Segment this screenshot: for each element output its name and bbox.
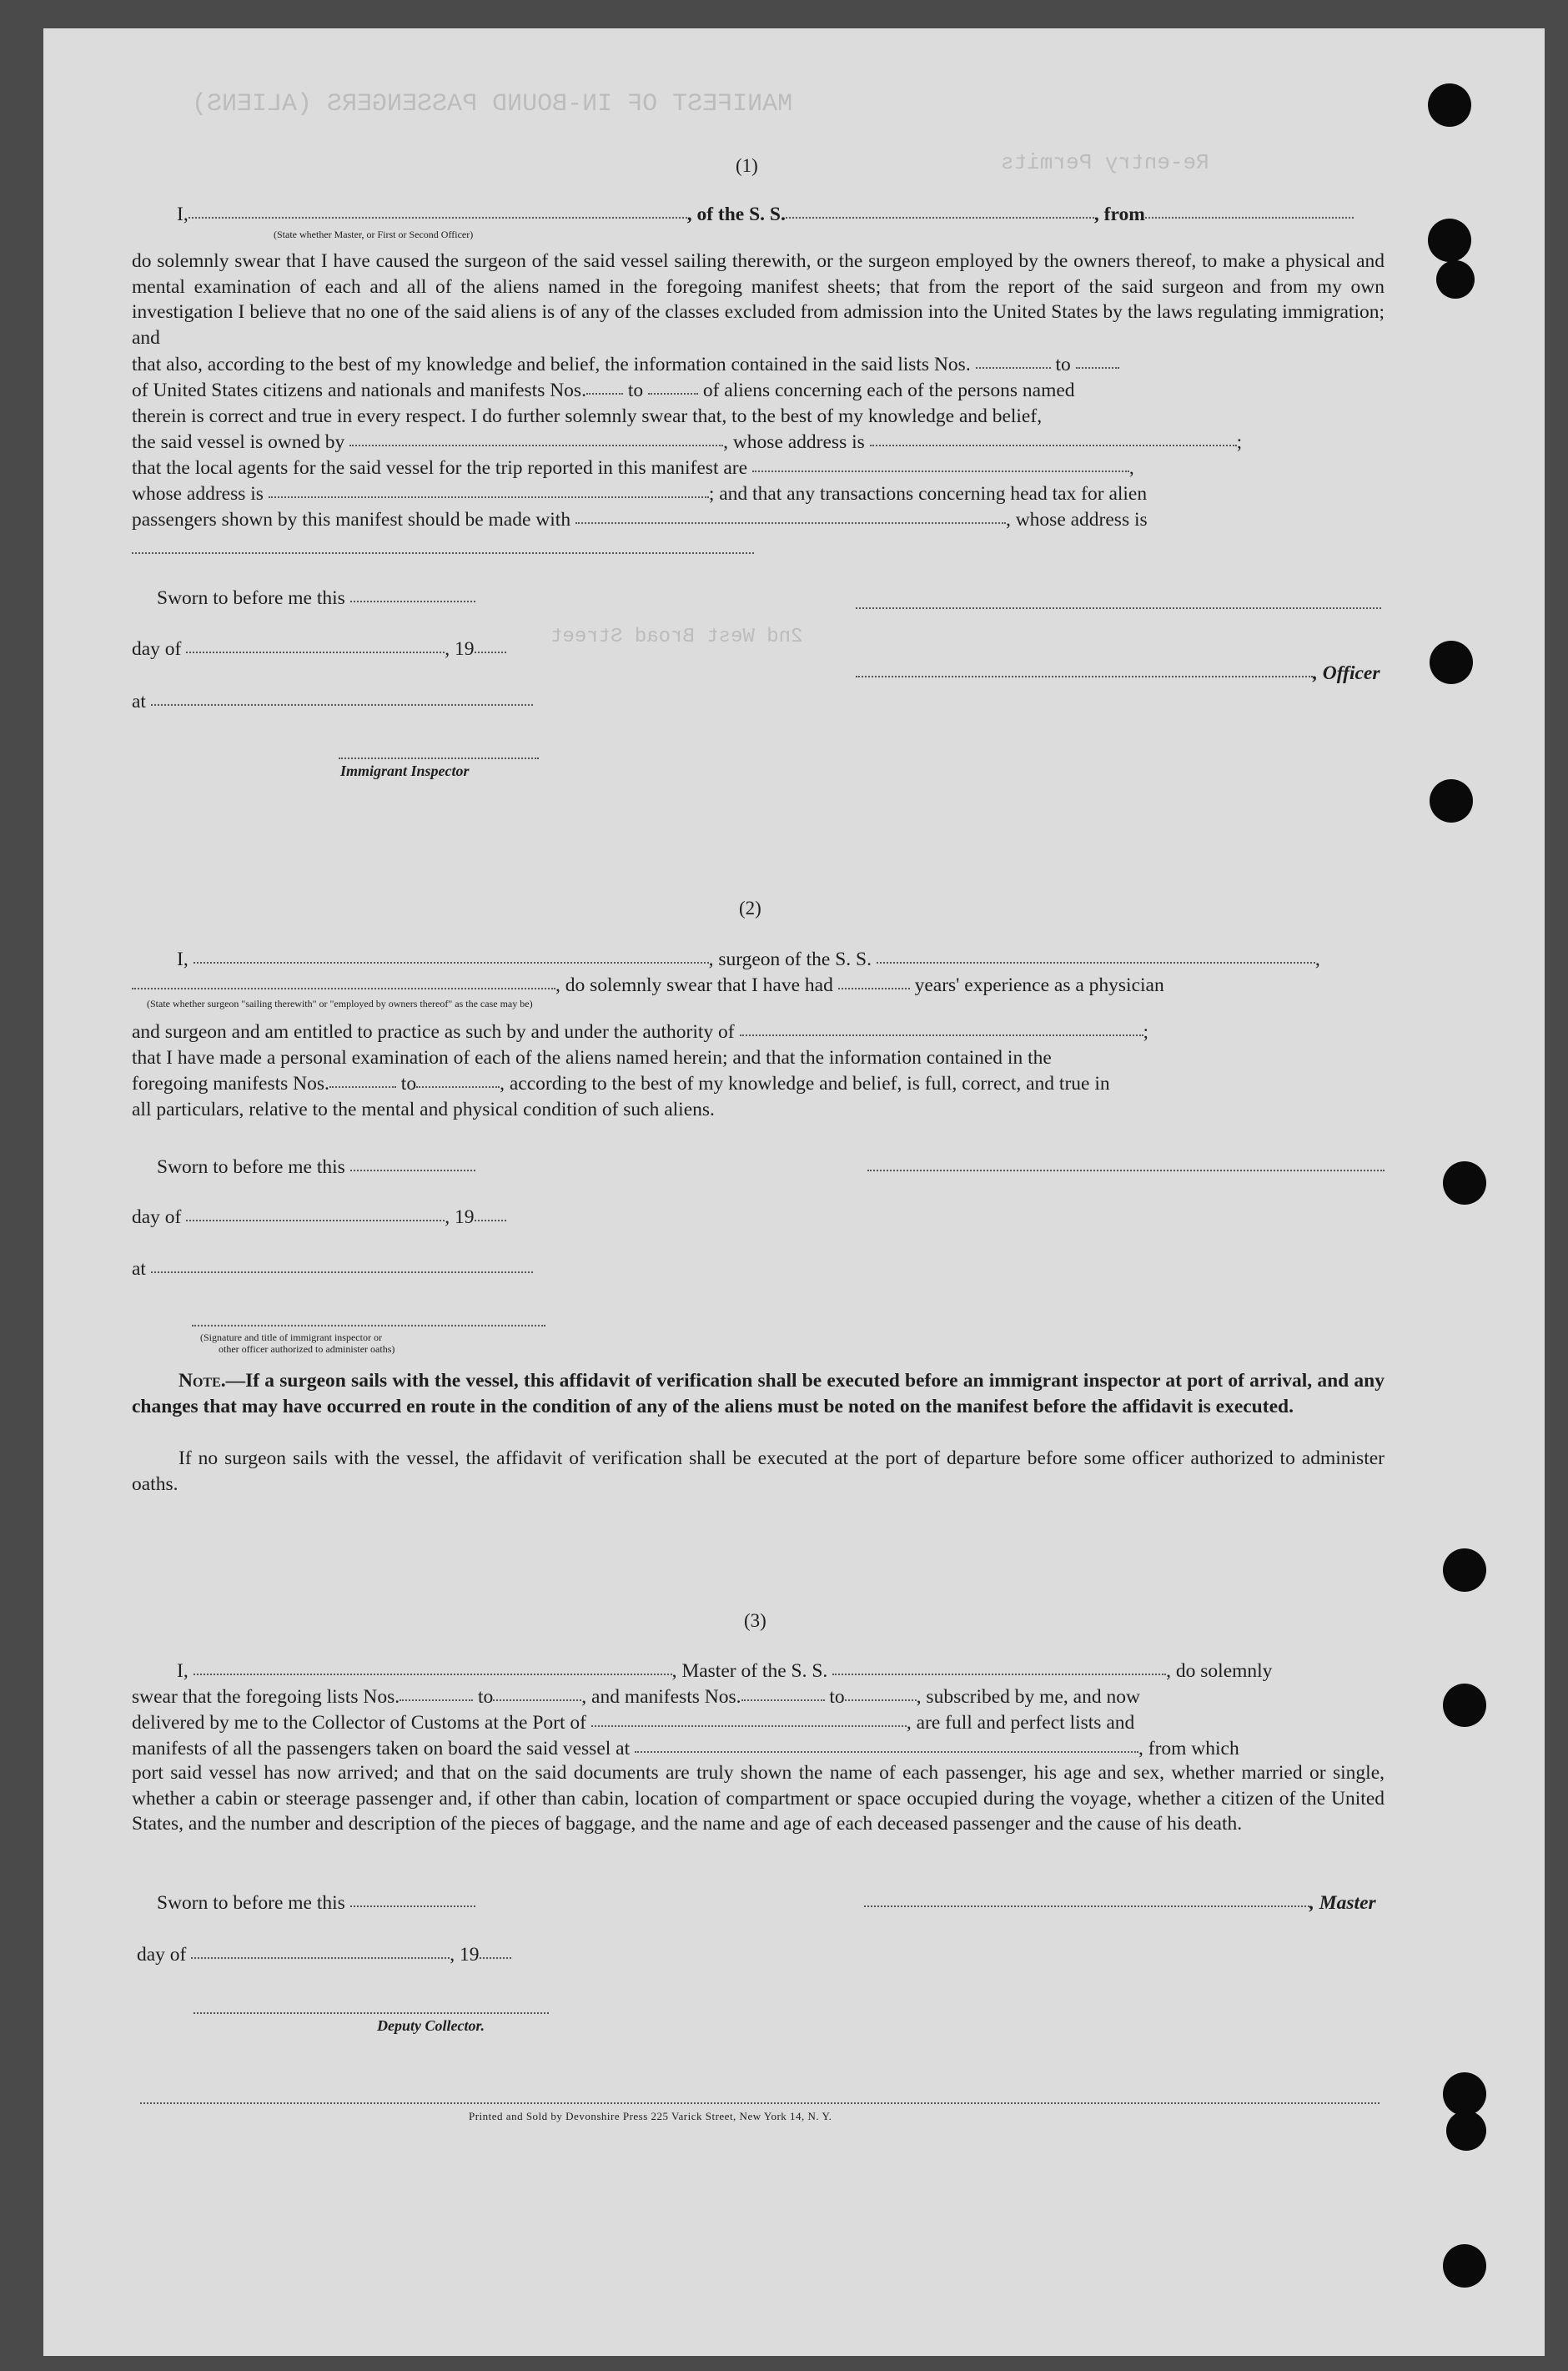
surgeon-status-field[interactable]	[132, 987, 555, 989]
section-1-line-manifests: of United States citizens and nationals and manifests Nos. to of aliens concerning each of the persons named	[132, 380, 1075, 401]
agents-address-field[interactable]	[269, 496, 709, 498]
years-experience-field[interactable]	[838, 987, 910, 989]
manifests-from-field[interactable]	[586, 392, 623, 395]
s2-manifests-to-field[interactable]	[416, 1085, 500, 1088]
bleed-through-text: 2nd West Broad Street	[550, 626, 803, 648]
day-of-line-1: day of , 19	[132, 638, 506, 661]
head-tax-address-field[interactable]	[132, 552, 754, 554]
section-1-line-head-tax: passengers shown by this manifest should be made with , whose address is	[132, 509, 1148, 531]
officer-signature-field[interactable]	[856, 607, 1381, 609]
punch-hole	[1443, 1548, 1486, 1592]
punch-hole	[1443, 2244, 1486, 2288]
punch-hole	[1443, 1161, 1486, 1205]
s2-manifests-from-field[interactable]	[329, 1085, 396, 1088]
s3-year-field[interactable]	[480, 1956, 511, 1959]
section-1-line-therein: therein is correct and true in every respect. I do further solemnly swear that, to the best of my knowledge and belief,	[132, 405, 1043, 427]
master-signature-field[interactable]	[864, 1905, 1309, 1907]
punch-hole	[1446, 2111, 1486, 2151]
officer-line: , Officer	[856, 662, 1380, 685]
section-3-lists-line: swear that the foregoing lists Nos. to , and manifests Nos. to , subscribed by me, and now	[132, 1686, 1140, 1708]
officer-name-field[interactable]	[856, 675, 1313, 677]
section-2-authority-line: and surgeon and am entitled to practice as such by and under the authority of ;	[132, 1021, 1149, 1043]
document-page	[43, 28, 1545, 2356]
section-1-line-agents: that the local agents for the said vessel for the trip reported in this manifest are ,	[132, 457, 1134, 479]
section-1-line-lists: that also, according to the best of my knowledge and belief, the information contained in the said lists Nos. to	[132, 354, 1119, 376]
note-text-1: —If a surgeon sails with the vessel, this affidavit of verification shall be executed before an immigrant inspector at port of arrival, and any changes that may have occurred en route in the condition of any of the aliens must be noted on the manifest before the affidavit is executed.	[132, 1370, 1385, 1417]
footer-divider	[140, 2102, 1380, 2104]
signature-caption-1: (Signature and title of immigrant inspector or	[200, 1331, 382, 1343]
note-paragraph-2: If no surgeon sails with the vessel, the affidavit of verification shall be executed at the port of departure before some officer authorized to administer oaths.	[132, 1447, 1385, 1495]
day-of-month-field[interactable]	[186, 651, 445, 653]
s3-sworn-day-field[interactable]	[350, 1905, 475, 1907]
s3-manifests-from-field[interactable]	[741, 1699, 825, 1701]
year-field[interactable]	[475, 651, 506, 653]
sworn-day-field[interactable]	[350, 600, 475, 602]
bleed-through-text: Re-entry Permits	[1001, 150, 1209, 175]
punch-hole	[1428, 219, 1471, 262]
day-of-line-2: day of , 19	[132, 1206, 506, 1229]
section-3-master-line: I, , Master of the S. S. , do solemnly	[177, 1660, 1273, 1682]
punch-hole	[1430, 779, 1473, 823]
section-2-manifests-line: foregoing manifests Nos. to , according to the best of my knowledge and belief, is full, correct, and true in	[132, 1073, 1110, 1095]
section-3-number: (3)	[744, 1610, 766, 1631]
section-3-paragraph: port said vessel has now arrived; and that on the said documents are truly shown the name of each passenger, his age and sex, whether married or single, whether a cabin or steerage passenger and, if other than cabin, location of compartment or space occupied during the voyage, whether a citizen of the United States, and the number and description of the pieces of baggage, and the name and age of each deceased passenger and the cause of his death.	[132, 1762, 1385, 1835]
punch-hole	[1430, 641, 1473, 684]
manifests-to-field[interactable]	[648, 392, 698, 395]
punch-hole	[1443, 1684, 1486, 1727]
punch-hole	[1428, 83, 1471, 127]
sworn-line-1: Sworn to before me this	[157, 587, 475, 610]
i-label: I,	[177, 204, 188, 225]
at-line-2: at	[132, 1258, 533, 1281]
owner-address-field[interactable]	[870, 444, 1237, 446]
section-1-number: (1)	[736, 155, 758, 176]
s2-day-of-month-field[interactable]	[186, 1219, 445, 1221]
s3-manifests-to-field[interactable]	[845, 1699, 917, 1701]
deputy-collector-caption: Deputy Collector.	[377, 2017, 485, 2034]
at-line-1: at	[132, 691, 533, 713]
surgeon-status-caption: (State whether surgeon "sailing therewith" or "employed by owners thereof" as the case may be)	[147, 998, 533, 1009]
from-label: , from	[1093, 204, 1145, 225]
section-2-examination-line: that I have made a personal examination of each of the aliens named herein; and that the information contained in the	[132, 1047, 1052, 1069]
sworn-line-3: Sworn to before me this	[157, 1892, 475, 1915]
section-1-line-owned: the said vessel is owned by , whose address is ;	[132, 431, 1243, 453]
section-2-number: (2)	[739, 898, 761, 919]
section-1-line-agent-address: whose address is ; and that any transactions concerning head tax for alien	[132, 483, 1148, 505]
punch-hole	[1443, 2072, 1486, 2116]
head-tax-agent-field[interactable]	[575, 521, 1006, 524]
day-of-line-3: day of , 19	[137, 1944, 511, 1966]
s2-at-place-field[interactable]	[151, 1271, 533, 1273]
boarded-at-field[interactable]	[635, 1750, 1138, 1753]
section-2-particulars-line: all particulars, relative to the mental and physical condition of such aliens.	[132, 1099, 715, 1120]
lists-from-field[interactable]	[976, 366, 1051, 369]
section-1-paragraph: do solemnly swear that I have caused the surgeon of the said vessel sailing therewith, or the surgeon employed by the owners thereof, to make a physical and mental examination of each and all of the aliens named in the foregoing manifest sheets; that from the report of the said surgeon and from my own investigation I believe that no one of the said aliens is of any of the classes excluded from admission into the United States by the laws regulating immigration; and	[132, 250, 1385, 349]
officer-rank-caption: (State whether Master, or First or Second Officer)	[274, 229, 474, 240]
owner-field[interactable]	[349, 444, 723, 446]
note-paragraph	[132, 1368, 1385, 1419]
s3-lists-to-field[interactable]	[493, 1699, 581, 1701]
s2-sworn-day-field[interactable]	[350, 1169, 475, 1171]
deputy-collector-signature-field[interactable]	[193, 2012, 549, 2014]
section-2-swear-line: , do solemnly swear that I have had years' experience as a physician	[132, 974, 1164, 997]
port-of-field[interactable]	[591, 1724, 907, 1727]
immigrant-inspector-caption: Immigrant Inspector	[340, 763, 470, 779]
of-ss-label: , of the S. S.	[686, 204, 786, 225]
signature-caption-2: other officer authorized to administer oaths)	[219, 1343, 395, 1355]
s3-lists-from-field[interactable]	[400, 1699, 473, 1701]
lists-to-field[interactable]	[1076, 366, 1119, 369]
vessel-name-field[interactable]	[786, 216, 1094, 219]
section-3-port-line: delivered by me to the Collector of Customs at the Port of , are full and perfect lists and	[132, 1712, 1135, 1734]
note-label: Note.	[178, 1370, 226, 1392]
master-name-field[interactable]	[193, 1673, 672, 1675]
surgeon-name-field[interactable]	[193, 961, 709, 964]
at-place-field[interactable]	[151, 703, 533, 706]
s2-officer-signature-field[interactable]	[192, 1325, 545, 1326]
authority-field[interactable]	[740, 1034, 1143, 1036]
printer-imprint: Printed and Sold by Devonshire Press 225 Varick Street, New York 14, N. Y.	[469, 2110, 832, 2122]
punch-hole	[1436, 260, 1475, 299]
sworn-line-2: Sworn to before me this	[157, 1156, 475, 1179]
s2-year-field[interactable]	[475, 1219, 506, 1221]
bleed-through-text: MANIFEST OF IN-BOUND PASSENGERS (ALIENS)	[192, 90, 793, 118]
surgeon-signature-field[interactable]	[867, 1170, 1385, 1171]
master-signature-line: , Master	[864, 1892, 1376, 1915]
surgeon-vessel-field[interactable]	[877, 961, 1315, 964]
local-agents-field[interactable]	[752, 470, 1129, 472]
section-3-boarded-line: manifests of all the passengers taken on board the said vessel at , from which	[132, 1738, 1239, 1759]
inspector-signature-field[interactable]	[339, 758, 539, 759]
section-1-oath-line	[177, 204, 1354, 226]
s3-vessel-field[interactable]	[832, 1673, 1166, 1675]
s3-day-of-month-field[interactable]	[191, 1956, 450, 1959]
from-port-field[interactable]	[1145, 216, 1354, 219]
section-2-surgeon-line: I, , surgeon of the S. S. ,	[177, 949, 1320, 970]
officer-rank-field[interactable]	[188, 216, 687, 219]
